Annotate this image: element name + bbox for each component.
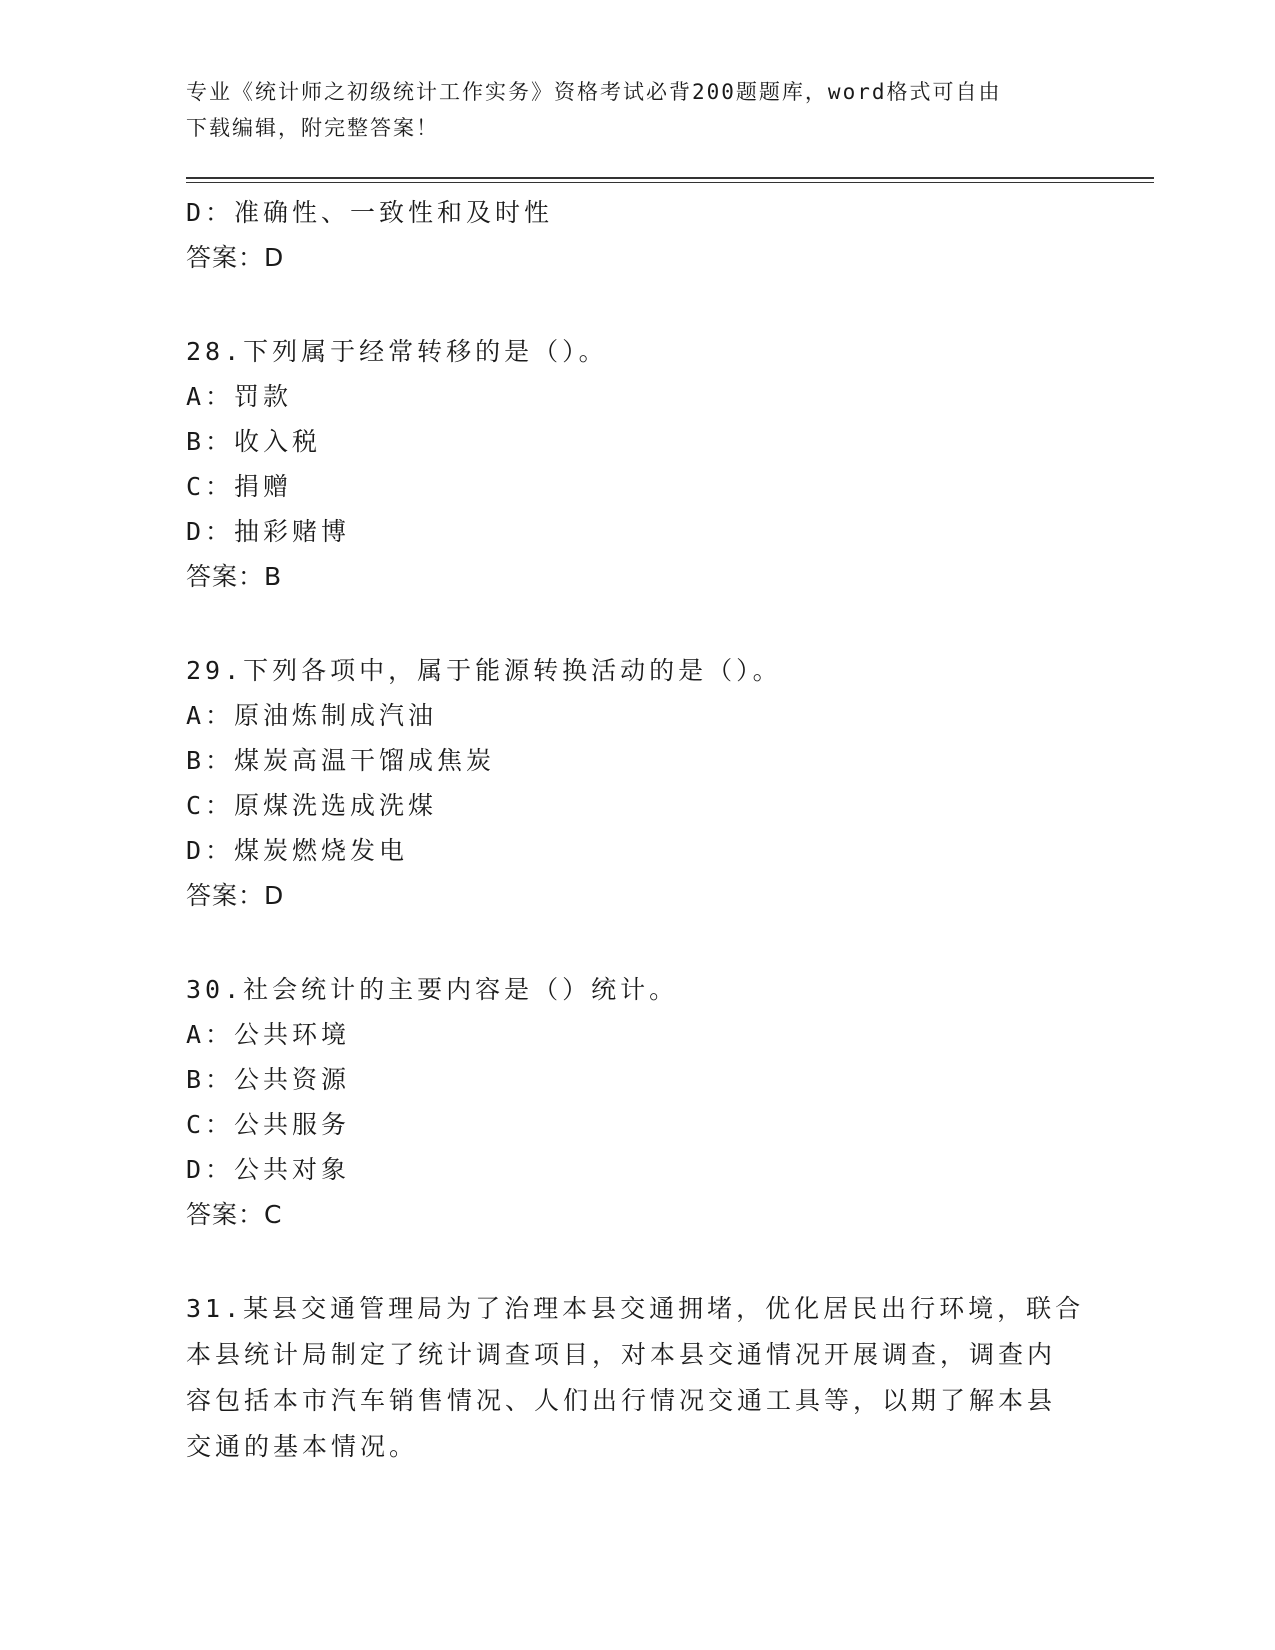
option-b: B：公共资源 xyxy=(186,1065,351,1094)
header-line-1: 专业《统计师之初级统计工作实务》资格考试必背200题题库，word格式可自由 xyxy=(186,80,1002,104)
question-stem: 28.下列属于经常转移的是（）。 xyxy=(186,337,608,366)
previous-question-tail xyxy=(186,190,1086,280)
question-30 xyxy=(186,967,1086,1237)
question-29 xyxy=(186,648,1086,918)
question-stem-line-4: 交通的基本情况。 xyxy=(186,1432,419,1461)
spacer xyxy=(186,280,1086,329)
answer: 答案：D xyxy=(186,243,285,272)
question-stem-line-3: 容包括本市汽车销售情况、人们出行情况交通工具等，以期了解本县 xyxy=(186,1386,1057,1415)
question-28 xyxy=(186,329,1086,599)
option-b: B：煤炭高温干馏成焦炭 xyxy=(186,746,496,775)
header-divider xyxy=(186,177,1154,183)
option-c: C：捐赠 xyxy=(186,472,293,501)
option-b: B：收入税 xyxy=(186,427,322,456)
question-stem-line-2: 本县统计局制定了统计调查项目，对本县交通情况开展调查，调查内 xyxy=(186,1340,1057,1369)
option-a: A：罚款 xyxy=(186,382,293,411)
question-content xyxy=(186,190,1086,1470)
question-stem: 29.下列各项中，属于能源转换活动的是（）。 xyxy=(186,656,782,685)
question-stem-line-1: 31.某县交通管理局为了治理本县交通拥堵，优化居民出行环境，联合 xyxy=(186,1294,1085,1323)
spacer xyxy=(186,918,1086,967)
question-31 xyxy=(186,1286,1086,1470)
spacer xyxy=(186,599,1086,648)
option-d: D：煤炭燃烧发电 xyxy=(186,836,409,865)
header-line-2: 下载编辑，附完整答案！ xyxy=(186,116,439,140)
option-a: A：公共环境 xyxy=(186,1020,351,1049)
answer: 答案：C xyxy=(186,1200,283,1229)
document-header xyxy=(186,74,1086,146)
spacer xyxy=(186,1237,1086,1286)
option-c: C：公共服务 xyxy=(186,1110,351,1139)
option-d: D：准确性、一致性和及时性 xyxy=(186,198,554,227)
answer: 答案：B xyxy=(186,562,283,591)
question-stem: 30.社会统计的主要内容是（）统计。 xyxy=(186,975,679,1004)
option-c: C：原煤洗选成洗煤 xyxy=(186,791,438,820)
answer: 答案：D xyxy=(186,881,285,910)
option-a: A：原油炼制成汽油 xyxy=(186,701,438,730)
option-d: D：公共对象 xyxy=(186,1155,351,1184)
option-d: D：抽彩赌博 xyxy=(186,517,351,546)
